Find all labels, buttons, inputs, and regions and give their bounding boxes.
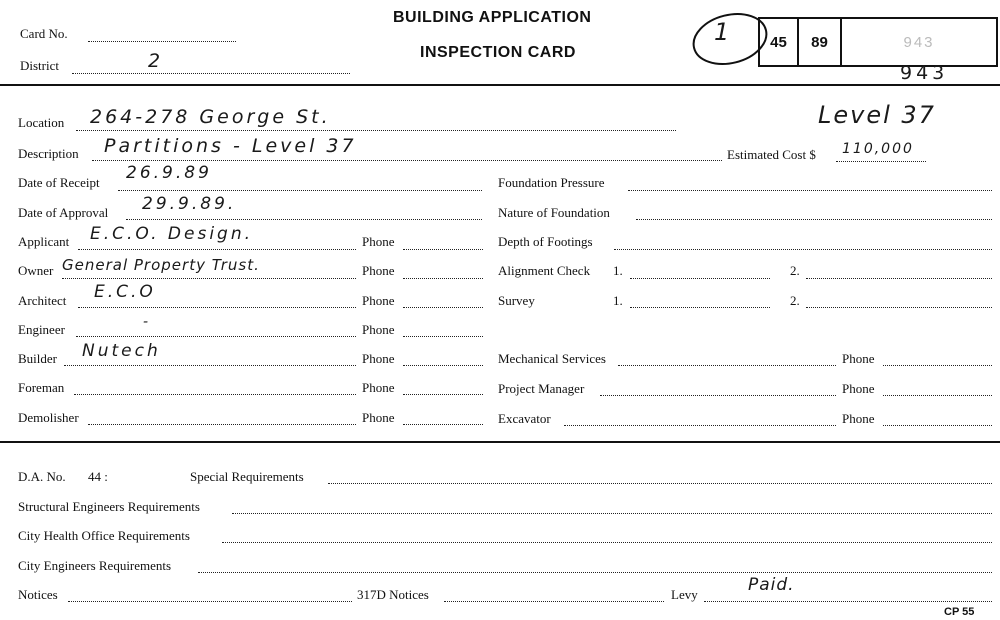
- demolisher-label: Demolisher: [18, 410, 79, 425]
- description-field[interactable]: [92, 160, 722, 161]
- foundation-pressure-field[interactable]: [628, 190, 992, 191]
- alignment-check-2-field[interactable]: [806, 278, 992, 279]
- notices-field[interactable]: [68, 601, 352, 602]
- district-label: District: [20, 58, 59, 73]
- engineer-label: Engineer: [18, 322, 65, 337]
- survey-2-field[interactable]: [806, 307, 992, 308]
- owner-field[interactable]: [62, 278, 356, 279]
- date-of-receipt-value: 26.9.89: [126, 163, 212, 183]
- header-divider: [0, 84, 1000, 86]
- architect-phone-field[interactable]: [403, 307, 483, 308]
- description-value: Partitions - Level 37: [104, 135, 357, 157]
- form-title-line1: BUILDING APPLICATION: [393, 9, 592, 26]
- district-value: 2: [148, 50, 164, 72]
- date-of-approval-label: Date of Approval: [18, 205, 109, 220]
- demolisher-field[interactable]: [88, 424, 356, 425]
- applicant-label: Applicant: [18, 234, 70, 249]
- form-code: CP 55: [944, 606, 975, 618]
- structural-engineers-label: Structural Engineers Requirements: [18, 499, 200, 514]
- alignment-check-1-label: 1.: [613, 263, 623, 278]
- depth-of-footings-label: Depth of Footings: [498, 234, 593, 249]
- alignment-check-label: Alignment Check: [498, 263, 591, 278]
- project-manager-field[interactable]: [600, 395, 836, 396]
- estimated-cost-value: 110,000: [842, 141, 914, 157]
- ref-box-c-smudge: 943: [903, 33, 935, 51]
- levy-field[interactable]: [704, 601, 992, 602]
- applicant-phone-field[interactable]: [403, 249, 483, 250]
- form-title-line2: INSPECTION CARD: [420, 44, 576, 61]
- survey-1-label: 1.: [613, 293, 623, 308]
- special-requirements-field[interactable]: [328, 483, 992, 484]
- city-health-field[interactable]: [222, 542, 992, 543]
- card-number-below: 943: [900, 62, 949, 84]
- owner-value: General Property Trust.: [62, 256, 260, 274]
- district-field[interactable]: [72, 73, 350, 74]
- excavator-field[interactable]: [564, 425, 836, 426]
- alignment-check-2-label: 2.: [790, 263, 800, 278]
- applicant-value: E.C.O. Design.: [90, 224, 254, 244]
- alignment-check-1-field[interactable]: [630, 278, 770, 279]
- da-no-value: 44 :: [88, 469, 108, 484]
- city-engineers-field[interactable]: [198, 572, 992, 573]
- project-manager-label: Project Manager: [498, 381, 585, 396]
- excavator-phone-field[interactable]: [883, 425, 992, 426]
- notices-317d-label: 317D Notices: [357, 587, 429, 602]
- location-value: 264-278 George St.: [90, 106, 331, 128]
- applicant-phone-label: Phone: [362, 234, 395, 249]
- estimated-cost-label: Estimated Cost $: [727, 147, 816, 162]
- builder-phone-label: Phone: [362, 351, 395, 366]
- engineer-value: -: [143, 314, 151, 330]
- levy-label: Levy: [671, 587, 698, 602]
- foreman-label: Foreman: [18, 380, 65, 395]
- ref-box-b-value: 89: [811, 33, 828, 51]
- city-health-label: City Health Office Requirements: [18, 528, 190, 543]
- card-no-field[interactable]: [88, 41, 236, 42]
- builder-field[interactable]: [64, 365, 356, 366]
- builder-label: Builder: [18, 351, 57, 366]
- architect-value: E.C.O: [94, 282, 156, 302]
- excavator-phone-label: Phone: [842, 411, 875, 426]
- foundation-pressure-label: Foundation Pressure: [498, 175, 605, 190]
- levy-value: Paid.: [748, 575, 795, 595]
- builder-phone-field[interactable]: [403, 365, 483, 366]
- owner-phone-label: Phone: [362, 263, 395, 278]
- estimated-cost-field[interactable]: [836, 161, 926, 162]
- ref-box-c: [840, 17, 998, 67]
- project-manager-phone-label: Phone: [842, 381, 875, 396]
- architect-phone-label: Phone: [362, 293, 395, 308]
- circled-number: 1: [714, 18, 732, 46]
- foreman-phone-field[interactable]: [403, 394, 483, 395]
- engineer-field[interactable]: [76, 336, 356, 337]
- applicant-field[interactable]: [78, 249, 356, 250]
- level-note: Level 37: [818, 101, 936, 129]
- ref-box-a: [758, 17, 799, 67]
- project-manager-phone-field[interactable]: [883, 395, 992, 396]
- architect-label: Architect: [18, 293, 67, 308]
- description-label: Description: [18, 146, 79, 161]
- location-field[interactable]: [76, 130, 676, 131]
- ref-box-b: [797, 17, 842, 67]
- nature-of-foundation-field[interactable]: [636, 219, 992, 220]
- survey-1-field[interactable]: [630, 307, 770, 308]
- depth-of-footings-field[interactable]: [614, 249, 992, 250]
- owner-phone-field[interactable]: [403, 278, 483, 279]
- survey-label: Survey: [498, 293, 535, 308]
- notices-317d-field[interactable]: [444, 601, 664, 602]
- foreman-field[interactable]: [74, 394, 356, 395]
- section-divider: [0, 441, 1000, 443]
- excavator-label: Excavator: [498, 411, 551, 426]
- survey-2-label: 2.: [790, 293, 800, 308]
- mechanical-services-phone-label: Phone: [842, 351, 875, 366]
- mechanical-services-phone-field[interactable]: [883, 365, 992, 366]
- mechanical-services-field[interactable]: [618, 365, 836, 366]
- special-requirements-label: Special Requirements: [190, 469, 304, 484]
- mechanical-services-label: Mechanical Services: [498, 351, 606, 366]
- city-engineers-label: City Engineers Requirements: [18, 558, 172, 573]
- date-of-approval-value: 29.9.89.: [142, 194, 237, 214]
- architect-field[interactable]: [78, 307, 356, 308]
- location-label: Location: [18, 115, 65, 130]
- foreman-phone-label: Phone: [362, 380, 395, 395]
- date-of-approval-field[interactable]: [126, 219, 482, 220]
- notices-label: Notices: [18, 587, 58, 602]
- engineer-phone-field[interactable]: [403, 336, 483, 337]
- engineer-phone-label: Phone: [362, 322, 395, 337]
- demolisher-phone-label: Phone: [362, 410, 395, 425]
- da-no-label: D.A. No.: [18, 469, 66, 484]
- ref-box-a-value: 45: [770, 33, 787, 51]
- nature-of-foundation-label: Nature of Foundation: [498, 205, 610, 220]
- owner-label: Owner: [18, 263, 54, 278]
- card-no-label: Card No.: [20, 26, 68, 41]
- demolisher-phone-field[interactable]: [403, 424, 483, 425]
- structural-engineers-field[interactable]: [232, 513, 992, 514]
- builder-value: Nutech: [82, 341, 161, 361]
- date-of-receipt-field[interactable]: [118, 190, 482, 191]
- date-of-receipt-label: Date of Receipt: [18, 175, 100, 190]
